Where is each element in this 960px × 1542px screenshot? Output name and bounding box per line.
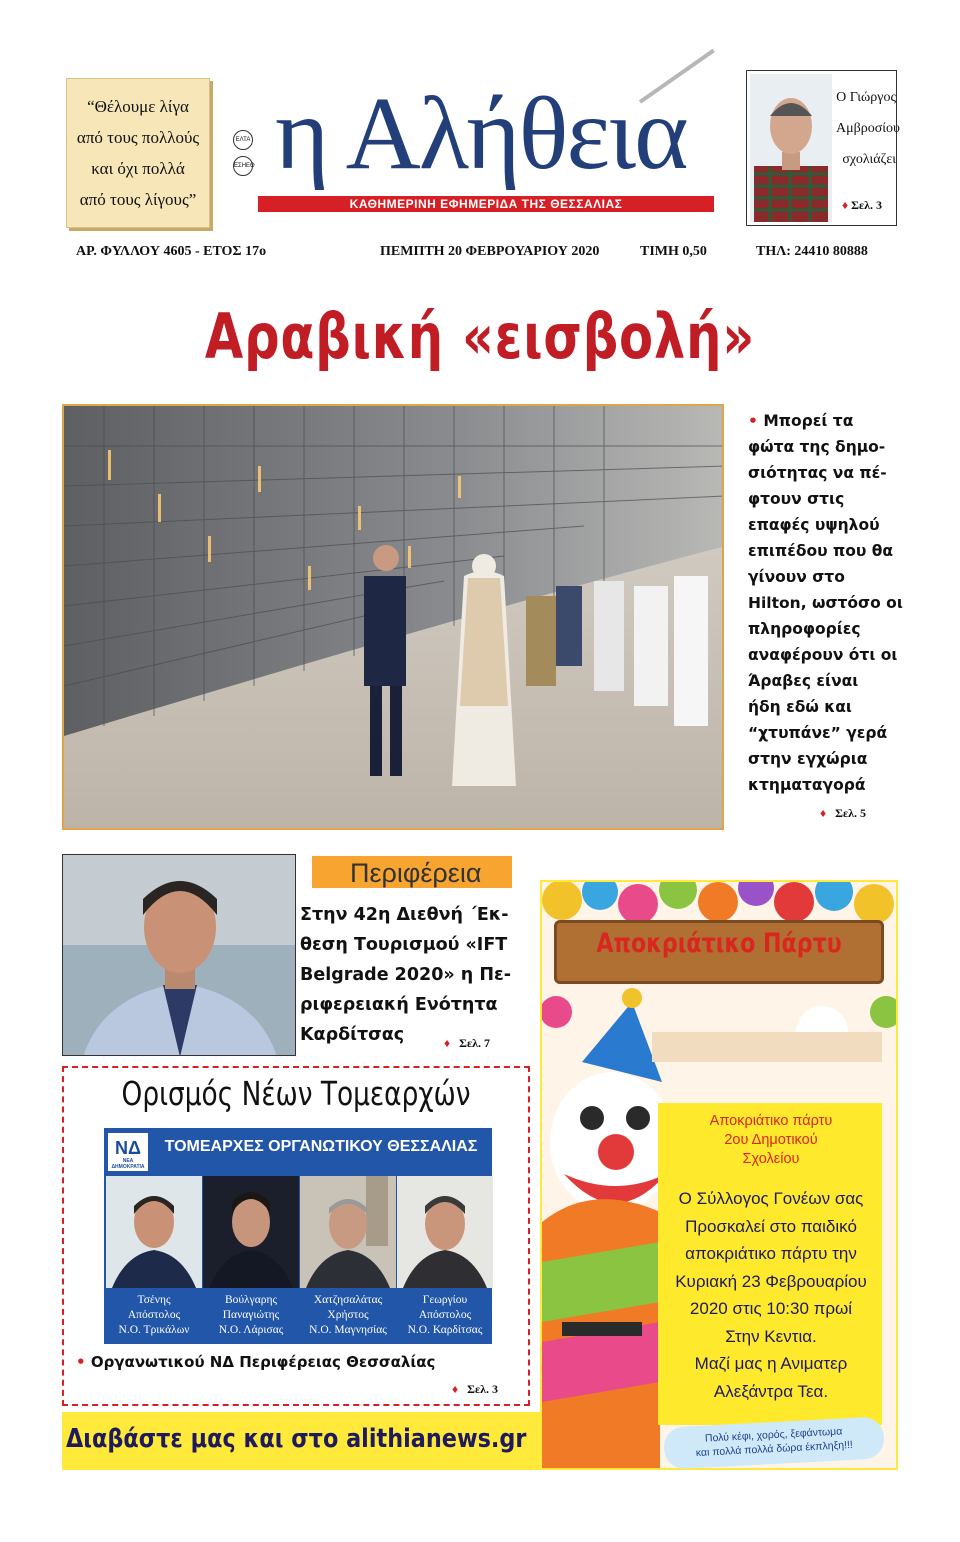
sector-head-caption xyxy=(203,1293,299,1338)
columnist-photo xyxy=(750,74,832,222)
caption-line: Βούλγαρης xyxy=(224,1294,278,1306)
page-ref-label: Σελ. 3 xyxy=(467,1382,498,1396)
lead-line-text: Μπορεί τα xyxy=(763,412,854,430)
region-page-ref[interactable] xyxy=(444,1036,490,1051)
ad-title: Αποκριάτικο Πάρτυ xyxy=(596,928,842,959)
region-story-text[interactable] xyxy=(300,900,522,1050)
lead-line: πληροφορίες xyxy=(748,620,861,638)
motto-box xyxy=(66,78,210,228)
lead-line: επιπέδου που θα xyxy=(748,542,894,560)
sector-head-caption xyxy=(106,1293,202,1338)
caption-line: Απόστολος xyxy=(127,1309,181,1321)
columnist-line: σχολιάζει xyxy=(842,152,896,167)
caption-line: Ν.Ο. Τρικάλων xyxy=(118,1324,190,1336)
caption-line: Ν.Ο. Μαγνησίας xyxy=(309,1324,387,1336)
newspaper-logo[interactable]: η Αλήθεια xyxy=(275,76,687,191)
nd-logo-small: ΝΕΑ ΔΗΜΟΚΡΑΤΙΑ xyxy=(111,1158,145,1170)
lead-line: σιότητας να πέ- xyxy=(748,464,887,482)
columnist-page-ref[interactable] xyxy=(842,198,882,213)
caption-line: Ν.Ο. Λάρισας xyxy=(218,1324,284,1336)
website-banner[interactable] xyxy=(62,1412,540,1470)
caption-line: Ν.Ο. Καρδίτσας xyxy=(407,1324,483,1336)
sector-head-caption xyxy=(300,1293,396,1338)
columnist-caption xyxy=(836,82,900,175)
region-section-tag[interactable] xyxy=(312,856,512,888)
region-line: Belgrade 2020» η Πε- xyxy=(300,965,511,985)
main-headline[interactable]: Αραβική «εισβολή» xyxy=(204,300,756,373)
issue-number: ΑΡ. ΦΥΛΛΟΥ 4605 - ΕΤΟΣ 17ο xyxy=(76,244,267,259)
caption-line: Χρήστος xyxy=(327,1309,369,1321)
diamond-icon: ♦ xyxy=(842,198,849,212)
ad-body-line: Μαζί μας η Ανιματερ xyxy=(694,1354,848,1373)
motto-line: και όχι πολλά xyxy=(91,159,185,178)
columnist-line: Ο Γιώργος xyxy=(836,90,896,105)
newspaper-subtitle: ΚΑΘΗΜΕΡΙΝΗ ΕΦΗΜΕΡΙΔΑ ΤΗΣ ΘΕΣΣΑΛΙΑΣ xyxy=(258,196,714,212)
elta-stamp-icon: ΕΛΤΑ xyxy=(233,130,253,150)
nd-panel-heading: ΤΟΜΕΑΡΧΕΣ ΟΡΓΑΝΩΤΙΚΟΥ ΘΕΣΣΑΛΙΑΣ xyxy=(164,1138,478,1155)
sector-note-text: Οργανωτικού ΝΔ Περιφέρειας Θεσσαλίας xyxy=(90,1353,436,1371)
motto-line: “Θέλουμε λίγα xyxy=(87,97,189,116)
nd-logo-mark: ΝΔ xyxy=(115,1138,141,1158)
website-banner-text: Διαβάστε μας και στο alithianews.gr xyxy=(66,1424,527,1454)
ad-card-title-line: Αποκριάτικο πάρτυ xyxy=(709,1113,833,1129)
page-ref-label: Σελ. 5 xyxy=(835,806,866,820)
main-story-photo[interactable] xyxy=(62,404,724,830)
ad-card-body xyxy=(660,1185,882,1405)
sector-head-caption xyxy=(397,1293,493,1338)
phone-number: ΤΗΛ: 24410 80888 xyxy=(756,244,868,259)
region-line: Στην 42η Διεθνή ΄Εκ- xyxy=(300,905,509,925)
region-line: ριφερειακή Ενότητα xyxy=(300,995,498,1015)
lead-line: στην εγχώρια xyxy=(748,750,868,768)
region-story-photo[interactable] xyxy=(62,854,296,1056)
lead-line: φτουν στις xyxy=(748,490,845,508)
ad-footer-line: και πολλά πολλά δώρα έκπληξη!!! xyxy=(695,1438,854,1460)
lead-line: επαφές υψηλού xyxy=(748,516,880,534)
lead-line: αναφέρουν ότι οι xyxy=(748,646,898,664)
caption-line: Απόστολος xyxy=(418,1309,472,1321)
caption-line: Παναγιώτης xyxy=(222,1309,280,1321)
motto-line: από τους λίγους” xyxy=(79,190,197,209)
ad-body-line: Κυριακή 23 Φεβρουαρίου xyxy=(675,1271,867,1291)
lead-line: Άραβες είναι xyxy=(748,672,859,690)
issue-date: ΠΕΜΠΤΗ 20 ΦΕΒΡΟΥΑΡΙΟΥ 2020 xyxy=(380,244,600,259)
sector-head-photo xyxy=(300,1176,396,1288)
issue-price: ΤΙΜΗ 0,50 xyxy=(640,244,707,259)
sector-head-photo xyxy=(203,1176,299,1288)
sector-head-photo xyxy=(106,1176,202,1288)
caption-line: Τσένης xyxy=(137,1294,171,1306)
diamond-icon: ♦ xyxy=(452,1382,459,1396)
ad-card-title xyxy=(660,1112,882,1169)
ad-body-line: Αλεξάντρα Τεα. xyxy=(713,1381,829,1401)
ad-body-line: Ο Σύλλογος Γονέων σας xyxy=(678,1189,864,1208)
region-line: Καρδίτσας xyxy=(300,1025,405,1045)
lead-story-text xyxy=(748,408,903,798)
lead-line: ήδη εδώ και xyxy=(748,698,852,716)
lead-line xyxy=(748,408,900,434)
page-ref-label: Σελ. 3 xyxy=(851,198,882,212)
lead-line: Hilton, ωστόσο οι xyxy=(748,594,903,612)
nd-logo xyxy=(108,1133,148,1171)
eshea-stamp-icon: ΕΣΗΕΘ xyxy=(233,156,253,176)
sector-page-ref[interactable] xyxy=(452,1382,498,1397)
ad-body-line: 2020 στις 10:30 πρωί xyxy=(689,1299,853,1318)
motto-line: από τους πολλούς xyxy=(76,128,200,147)
caption-line: Χατζησαλάτας xyxy=(313,1294,383,1306)
ad-body-line: αποκριάτικο πάρτυ την xyxy=(685,1244,857,1263)
lead-line: “χτυπάνε” γερά xyxy=(748,724,888,742)
lead-page-ref[interactable] xyxy=(820,806,866,821)
diamond-icon: ♦ xyxy=(444,1036,451,1050)
region-tag-label: Περιφέρεια xyxy=(350,858,482,888)
ad-card-title-line: Σχολείου xyxy=(742,1151,800,1167)
postal-stamps xyxy=(233,130,253,210)
sector-note xyxy=(76,1353,435,1371)
bullet-icon: • xyxy=(76,1353,91,1371)
sector-head-photo xyxy=(397,1176,493,1288)
ad-body-line: Στην Κεντια. xyxy=(725,1326,817,1346)
ad-footer-line: Πολύ κέφι, χορός, ξεφάντωμα xyxy=(704,1425,843,1445)
region-line: θεση Τουρισμού «IFT xyxy=(300,935,508,955)
page-ref-label: Σελ. 7 xyxy=(459,1036,490,1050)
sector-heads-title[interactable]: Ορισμός Νέων Τομεαρχών xyxy=(121,1074,471,1113)
ad-card-title-line: 2ου Δημοτικού xyxy=(724,1132,818,1148)
columnist-line: Αμβροσίου xyxy=(836,121,900,136)
ad-body-line: Προσκαλεί στο παιδικό xyxy=(685,1216,857,1236)
bullet-icon: • xyxy=(748,412,764,430)
caption-line: Γεωργίου xyxy=(422,1294,468,1306)
diamond-icon: ♦ xyxy=(820,806,827,820)
lead-line: γίνουν στο xyxy=(748,568,845,586)
lead-line: φώτα της δημο- xyxy=(748,438,886,456)
lead-line: κτηματαγορά xyxy=(748,776,866,794)
